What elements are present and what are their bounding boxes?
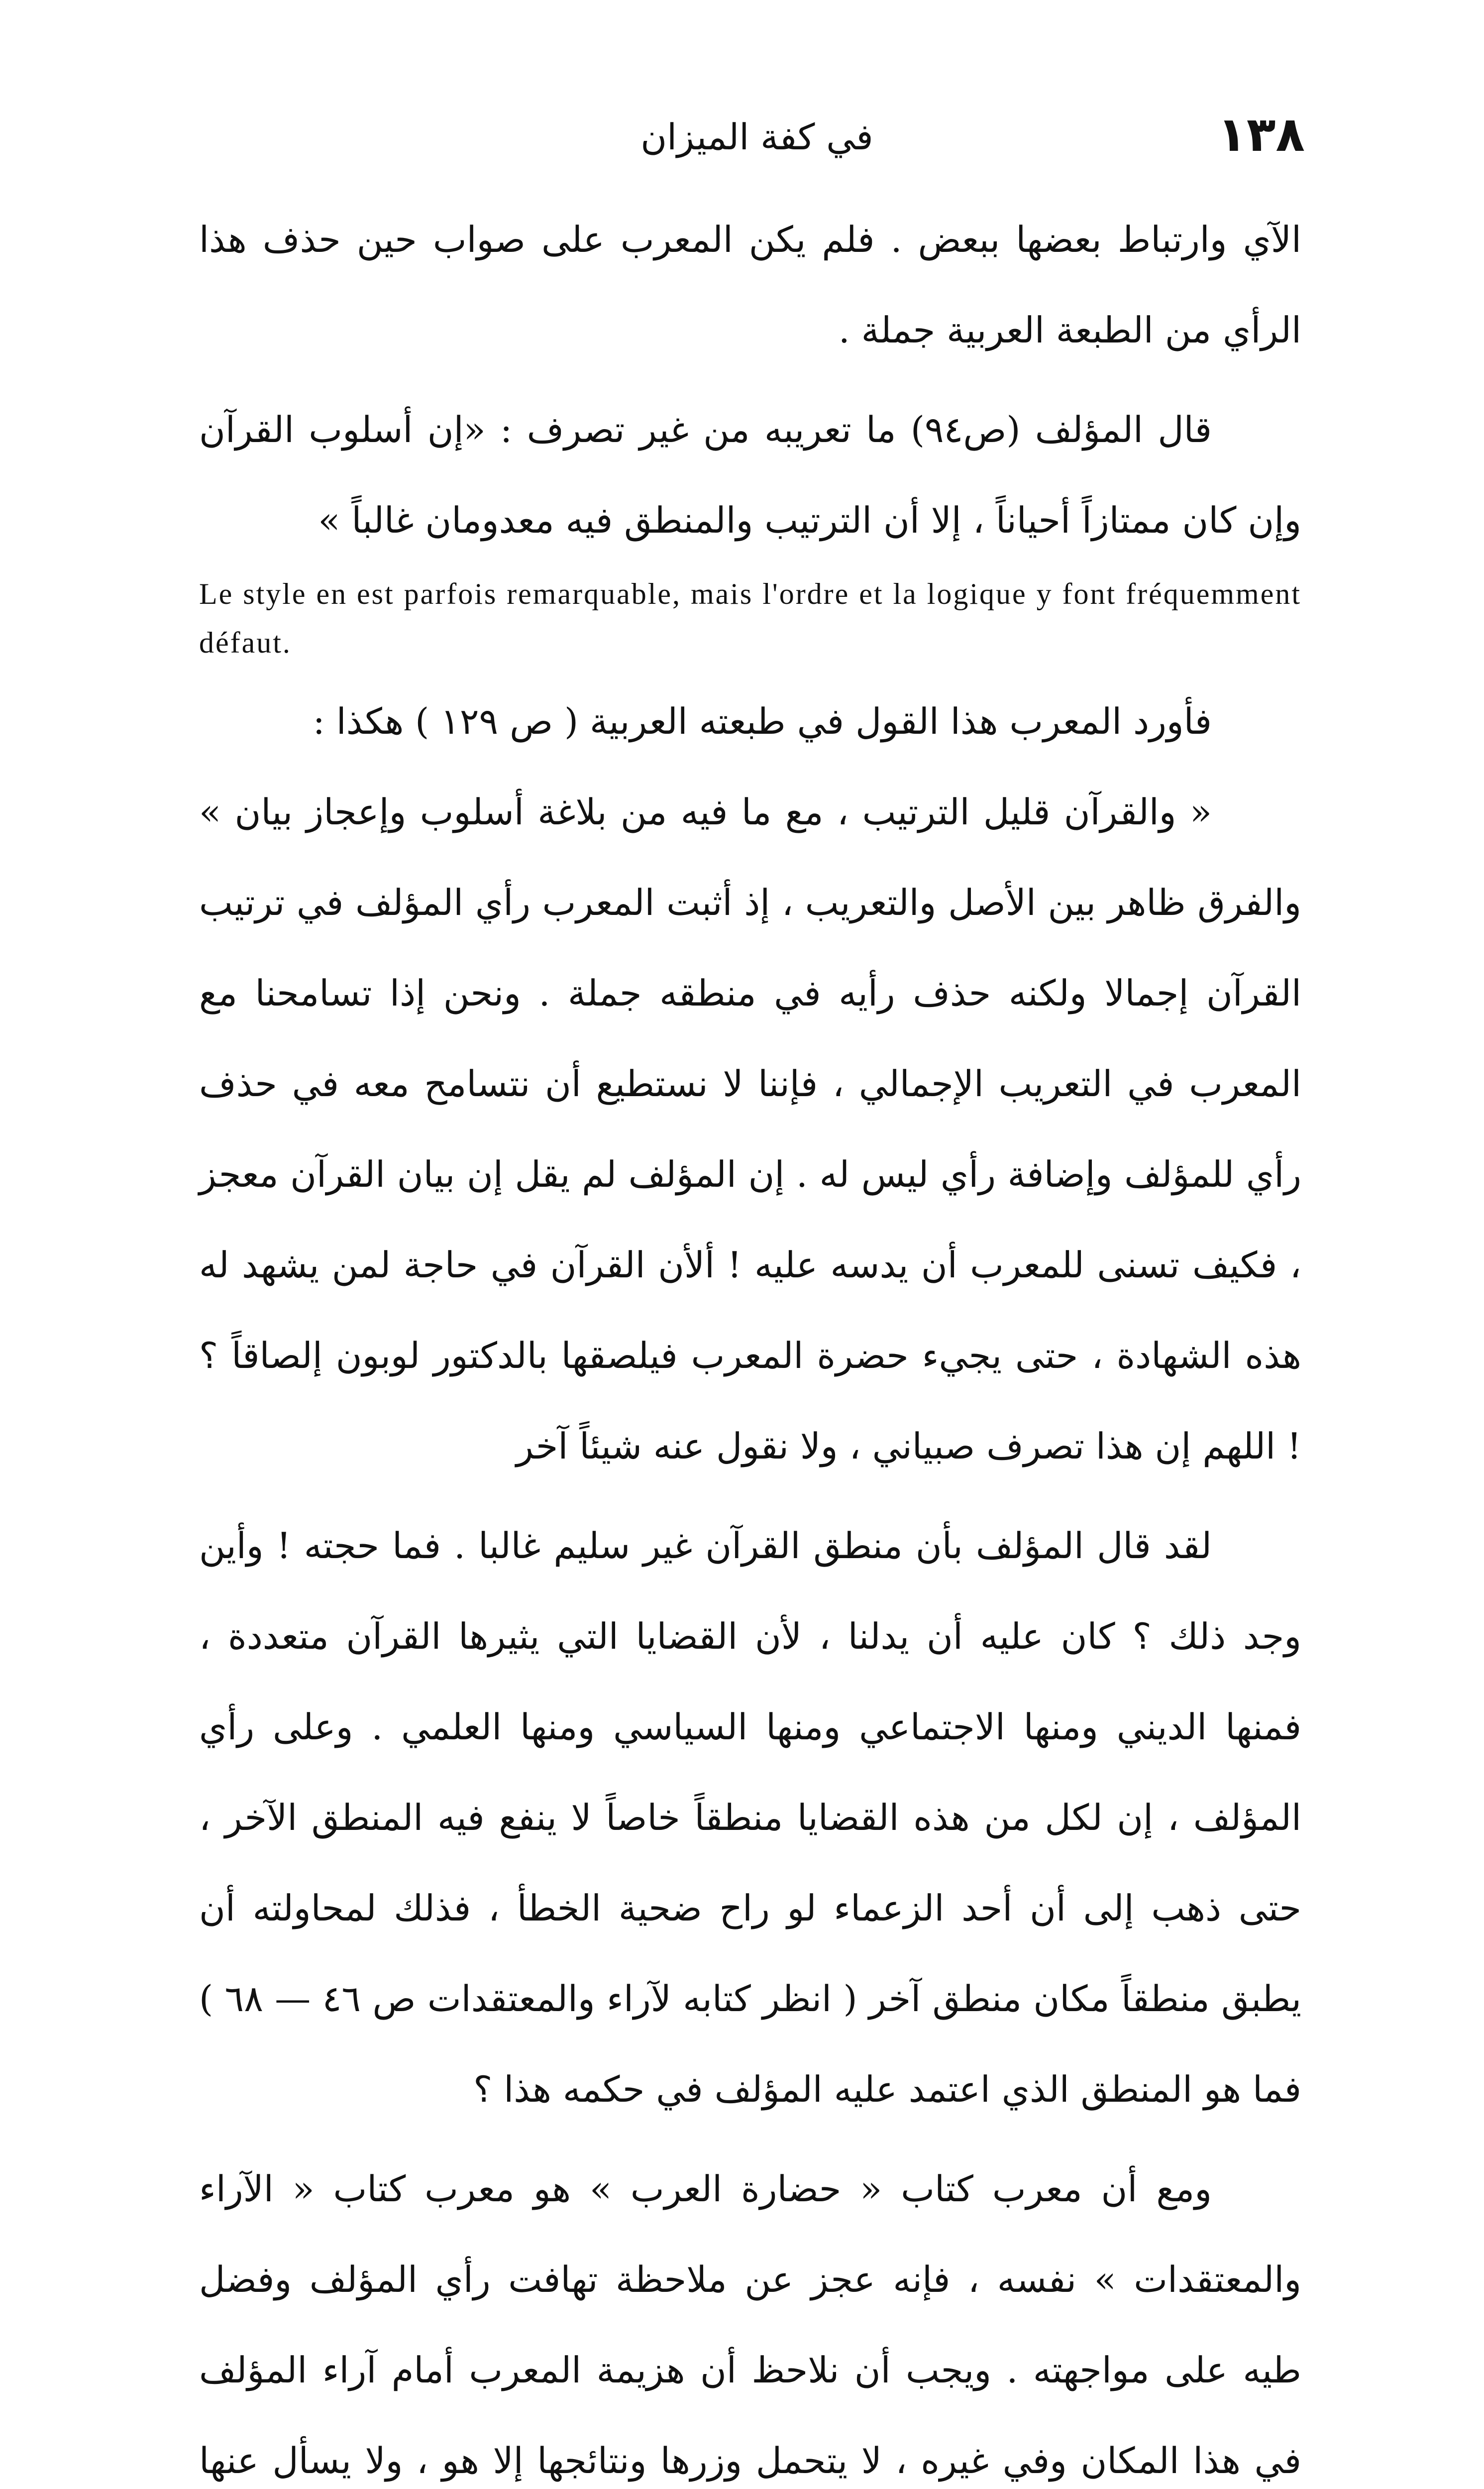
page-number: ١٣٨ <box>1217 107 1305 162</box>
body-text <box>199 194 1301 2489</box>
paragraph-5: لقد قال المؤلف بأن منطق القرآن غير سليم غالبا . فما حجته ! وأين وجد ذلك ؟ كان عليه أن يدلنا ، لأن القضايا التي يثيرها القرآن متعددة ، فمنها الديني ومنها الاجتماعي ومنها السياسي ومنها العلمي . وعلى رأي المؤلف ، إن لكل من هذه القضايا منطقاً خاصاً لا ينفع فيه المنطق الآخر ، حتى ذهب إلى أن أحد الزعماء لو راح ضحية الخطأ ، فذلك لمحاولته أن يطبق منطقاً مكان منطق آخر ( انظر كتابه لآراء والمعتقدات ص ٤٦ — ٦٨ ) فما هو المنطق الذي اعتمد عليه المؤلف في حكمه هذا ؟ <box>199 1525 1301 2110</box>
paragraph-1: الآي وارتباط بعضها ببعض . فلم يكن المعرب على صواب حين حذف هذا الرأي من الطبعة العربية جملة . <box>199 219 1301 351</box>
page-header <box>209 105 1305 164</box>
paragraph-2: قال المؤلف (ص٩٤) ما تعريبه من غير تصرف : «إن أسلوب القرآن وإن كان ممتازاً أحياناً ، إلا أن الترتيب والمنطق فيه معدومان غالباً » <box>199 409 1301 541</box>
running-title: في كفة الميزان <box>640 116 873 158</box>
paragraph-6: ومع أن معرب كتاب « حضارة العرب » هو معرب كتاب « الآراء والمعتقدات » نفسه ، فإنه عجز عن ملاحظة تهافت رأي المؤلف وفضل طيه على مواجهته . ويجب أن نلاحظ أن هزيمة المعرب أمام آراء المؤلف في هذا المكان وفي غيره ، لا يتحمل وزرها ونتائجها إلا هو ، ولا يسأل عنها <box>199 2168 1301 2482</box>
paragraph-3: فأورد المعرب هذا القول في طبعته العربية ( ص ١٢٩ ) هكذا : <box>313 700 1212 742</box>
french-quote-1: Le style en est parfois remarquable, mais l'ordre et la logique y font fréquemment défaut. <box>199 577 1301 659</box>
paragraph-4: « والقرآن قليل الترتيب ، مع ما فيه من بلاغة أسلوب وإعجاز بيان » والفرق ظاهر بين الأصل والتعريب ، إذ أثبت المعرب رأي المؤلف في ترتيب القرآن إجمالا ولكنه حذف رأيه في منطقه جملة . ونحن إذا تسامحنا مع المعرب في التعريب الإجمالي ، فإننا لا نستطيع أن نتسامح معه في حذف رأي للمؤلف وإضافة رأي ليس له . إن المؤلف لم يقل إن بيان القرآن معجز ، فكيف تسنى للمعرب أن يدسه عليه ! ألأن القرآن في حاجة لمن يشهد له هذه الشهادة ، حتى يجيء حضرة المعرب فيلصقها بالدكتور لوبون إلصاقاً ؟ ! اللهم إن هذا تصرف صبياني ، ولا نقول عنه شيئاً آخر <box>199 791 1302 1467</box>
